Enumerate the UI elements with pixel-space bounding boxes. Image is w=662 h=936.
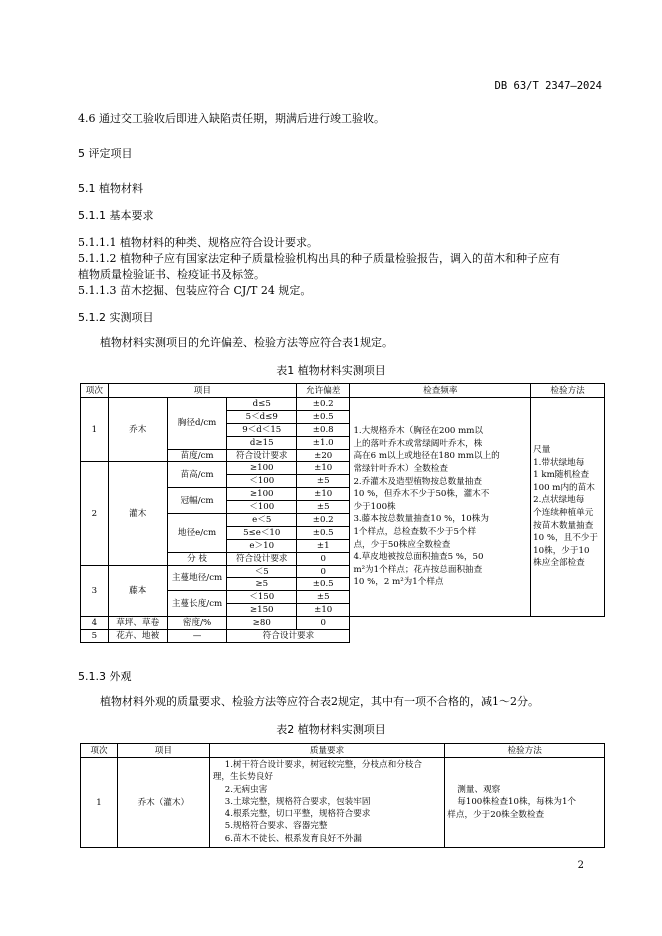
table2-header-no: 项次 (81, 744, 118, 758)
table1-condition: 5≤e＜10 (227, 526, 297, 539)
table1-header-tolerance: 允许偏差 (296, 384, 349, 398)
method-line: 尺量 (533, 445, 551, 456)
table1-tolerance: ±0.5 (296, 578, 349, 591)
section-5-1-heading: 5.1 植物材料 (78, 182, 143, 195)
clause-5-1-1-2-line2: 植物质量检验证书、检疫证书及标签。 (78, 268, 265, 281)
table1-row-no: 1 (81, 398, 109, 462)
requirement-line: 理，生长势良好 (212, 772, 273, 783)
table1-header-frequency: 检查频率 (350, 384, 531, 398)
table1-condition: ≥150 (227, 604, 297, 617)
table1-tolerance: ±5 (296, 501, 349, 514)
table1-subitem: 密度/% (167, 617, 227, 630)
table1-condition: ≥100 (227, 462, 297, 475)
table1-condition: ＜5 (227, 565, 297, 578)
table1-tolerance: ±10 (296, 488, 349, 501)
clause-5-1-1-1: 5.1.1.1 植物材料的种类、规格应符合设计要求。 (78, 236, 318, 249)
table1-condition: d≥15 (227, 436, 297, 449)
clause-5-1-1-3: 5.1.1.3 苗木挖掘、包装应符合 CJ/T 24 规定。 (78, 284, 312, 297)
frequency-line: 2.乔灌木及造型植物按总数量抽查 (353, 476, 482, 487)
table1-tolerance: ±0.5 (296, 410, 349, 423)
table1-tolerance: ±0.2 (296, 514, 349, 527)
table2-requirement-cell (209, 758, 445, 848)
table1-tolerance: ±20 (296, 449, 349, 462)
page-number: 2 (577, 860, 584, 871)
method-line: 10株，少于10 (533, 545, 590, 556)
clause-5-1-1-2-line1: 5.1.1.2 植物种子应有国家法定种子质量检验机构出具的种子质量检验报告，调入的苗木和种子应有 (78, 252, 560, 265)
method-line: 2.点状绿地每 (533, 495, 585, 506)
table1-condition: ＜100 (227, 475, 297, 488)
table1-subitem: 主蔓地径/cm (167, 565, 227, 591)
method-line: 100 m内的苗木 (533, 482, 595, 493)
table1-tolerance: ±0.5 (296, 526, 349, 539)
table1-condition: 9＜d＜15 (227, 423, 297, 436)
table1-tolerance: ±10 (296, 604, 349, 617)
table1-condition: 符合设计要求 (227, 630, 350, 643)
table1-condition: e＜5 (227, 514, 297, 527)
table1-tolerance: ±1.0 (296, 436, 349, 449)
method-line: 测量、观察 (457, 784, 501, 795)
table1-condition: 符合设计要求 (227, 552, 297, 565)
table1-condition: ＜100 (227, 501, 297, 514)
table1-row-no: 2 (81, 462, 109, 565)
frequency-line: 4.草皮地被按总面积抽查5 %，50 (353, 552, 484, 563)
requirement-line: 4.根系完整，切口平整，规格符合要求 (224, 809, 371, 820)
table1-subitem: 苗高/cm (167, 462, 227, 488)
frequency-line: m²为1个样点；花卉按总面积抽查 (353, 564, 483, 575)
table2-header-requirement: 质量要求 (209, 744, 445, 758)
table1-method-cell (531, 398, 605, 617)
table1-condition: ≥5 (227, 578, 297, 591)
clause-4-6: 4.6 通过交工验收后即进入缺陷责任期，期满后进行竣工验收。 (78, 112, 385, 125)
method-line: 1.带状绿地每 (533, 457, 585, 468)
table1-tolerance: 0 (296, 565, 349, 578)
table1-condition: 5＜d≤9 (227, 410, 297, 423)
method-line: 样点，少于20株全数检查 (447, 809, 545, 820)
table1-tolerance: ±5 (296, 591, 349, 604)
clause-5-1-3-text: 植物材料外观的质量要求、检验方法等应符合表2规定，其中有一项不合格的，减1～2分。 (100, 695, 539, 708)
document-code: DB 63/T 2347—2024 (494, 80, 602, 92)
table1-condition: d≤5 (227, 398, 297, 411)
table1-row-no: 5 (81, 630, 109, 643)
table1-subitem: 苗度/cm (167, 449, 227, 462)
table2-header-item: 项目 (117, 744, 209, 758)
frequency-line: 少于100株 (353, 501, 396, 512)
table1-subitem: 分 枝 (167, 552, 227, 565)
table1-subitem: — (167, 630, 227, 643)
table1-item-name: 花卉、地被 (108, 630, 167, 643)
frequency-line: 高在6 m以上或地径在180 mm以上的 (353, 451, 500, 462)
table1-tolerance: ±0.2 (296, 398, 349, 411)
section-5-1-3-heading: 5.1.3 外观 (78, 670, 132, 683)
table1-condition: ＜150 (227, 591, 297, 604)
frequency-line: 10 %，但乔木不少于50株，灌木不 (353, 489, 490, 500)
table2-item-name: 乔木（灌木） (117, 758, 209, 848)
table1-condition: ≥80 (227, 617, 297, 630)
table1-condition: 符合设计要求 (227, 449, 297, 462)
table1-item-name: 乔木 (108, 398, 167, 462)
table1-condition: e＞10 (227, 539, 297, 552)
table1-subitem: 胸径d/cm (167, 398, 227, 450)
method-line: 个连续种植单元 (533, 508, 594, 519)
requirement-line: 5.规格符合要求、容器完整 (224, 821, 328, 832)
table1-tolerance: ±0.8 (296, 423, 349, 436)
table2-method-cell (445, 758, 605, 848)
clause-5-1-2-text: 植物材料实测项目的允许偏差、检验方法等应符合表1规定。 (100, 336, 393, 349)
table2-row-no: 1 (81, 758, 118, 848)
table1-row-no: 3 (81, 565, 109, 617)
table1-header-method: 检验方法 (531, 384, 605, 398)
requirement-line: 1.树干符合设计要求，树冠较完整，分枝点和分枝合 (224, 760, 423, 770)
table2 (80, 743, 605, 848)
table1-tolerance: 0 (296, 552, 349, 565)
requirement-line: 3.土球完整，规格符合要求，包装牢固 (224, 796, 371, 807)
method-line: 按苗木数量抽查 (533, 520, 594, 531)
table1-subitem: 地径e/cm (167, 514, 227, 553)
table1-tolerance: ±1 (296, 539, 349, 552)
requirement-line: 2.无病虫害 (224, 784, 268, 795)
table1-frequency-cell (350, 398, 531, 617)
section-5-heading: 5 评定项目 (78, 147, 133, 160)
frequency-line: 1个样点，总检查数不少于5个样 (353, 526, 477, 537)
method-line: 每100株检查10株，每株为1个 (457, 797, 577, 808)
table1-subitem: 冠幅/cm (167, 488, 227, 514)
table1-item-name: 灌木 (108, 462, 167, 565)
frequency-line: 1.大规格乔木（胸径在200 mm以 (353, 426, 484, 437)
frequency-line: 常绿针叶乔木）全数检查 (353, 463, 448, 474)
table1-item-name: 草坪、草卷 (108, 617, 167, 630)
table1-tolerance: 0 (296, 617, 349, 630)
table2-header-method: 检验方法 (445, 744, 605, 758)
table2-caption: 表2 植物材料实测项目 (276, 723, 386, 736)
table1 (80, 383, 605, 643)
frequency-line: 3.藤本按总数量抽查10 %，10株为 (353, 514, 489, 525)
requirement-line: 6.苗木不徒长、根系发育良好不外漏 (224, 833, 362, 844)
table1-item-name: 藤本 (108, 565, 167, 617)
table1-condition: ≥100 (227, 488, 297, 501)
section-5-1-1-heading: 5.1.1 基本要求 (78, 209, 154, 222)
frequency-line: 点，少于50株应全数检查 (353, 539, 451, 550)
method-line: 1 km随机检查 (533, 470, 590, 481)
table1-tolerance: ±10 (296, 462, 349, 475)
frequency-line: 10 %，2 m²为1个样点 (353, 577, 444, 588)
method-line: 株应全部检查 (533, 558, 585, 569)
frequency-line: 上的落叶乔木或常绿阔叶乔木，株 (353, 438, 483, 449)
table1-tolerance: ±5 (296, 475, 349, 488)
section-5-1-2-heading: 5.1.2 实测项目 (78, 311, 154, 324)
table1-caption: 表1 植物材料实测项目 (276, 364, 386, 377)
table1-subitem: 主蔓长度/cm (167, 591, 227, 617)
table1-row-no: 4 (81, 617, 109, 630)
table1-header-no: 项次 (81, 384, 109, 398)
table1-header-item: 项目 (108, 384, 296, 398)
method-line: 10 %，且不少于 (533, 533, 598, 544)
